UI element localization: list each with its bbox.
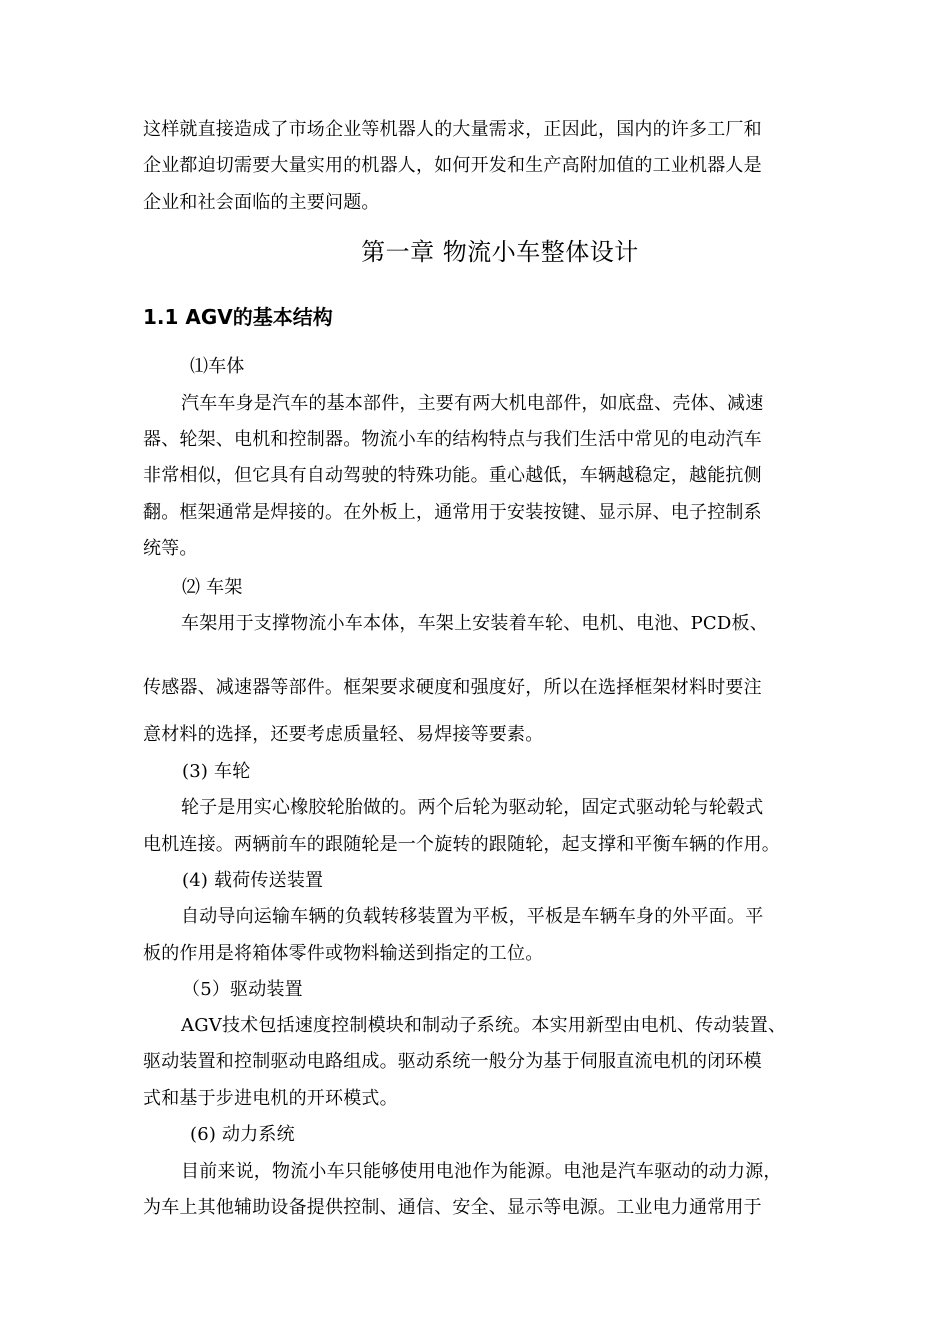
item-label: ⑴车体 xyxy=(190,356,245,377)
paragraph-line: 板的作用是将箱体零件或物料输送到指定的工位。 xyxy=(143,943,544,964)
paragraph-line: 驱动装置和控制驱动电路组成。驱动系统一般分为基于伺服直流电机的闭环模 xyxy=(143,1051,762,1072)
paragraph-line: 轮子是用实心橡胶轮胎做的。两个后轮为驱动轮，固定式驱动轮与轮毂式 xyxy=(181,797,764,818)
paragraph-line: 器、轮架、电机和控制器。物流小车的结构特点与我们生活中常见的电动汽车 xyxy=(143,429,762,450)
paragraph-line: 统等。 xyxy=(143,538,198,559)
intro-line: 这样就直接造成了市场企业等机器人的大量需求，正因此，国内的许多工厂和 xyxy=(143,119,762,140)
paragraph-line: 式和基于步进电机的开环模式。 xyxy=(143,1088,398,1109)
paragraph-line: 目前来说，物流小车只能够使用电池作为能源。电池是汽车驱动的动力源， xyxy=(181,1161,782,1182)
paragraph-line: AGV技术包括速度控制模块和制动子系统。本实用新型由电机、传动装置、 xyxy=(181,1015,787,1036)
item-label: （5）驱动装置 xyxy=(182,979,303,1000)
paragraph-line: 车架用于支撑物流小车本体，车架上安装着车轮、电机、电池、PCD板、 xyxy=(181,613,768,634)
paragraph-line: 非常相似，但它具有自动驾驶的特殊功能。重心越低，车辆越稳定，越能抗侧 xyxy=(143,465,762,486)
intro-line: 企业都迫切需要大量实用的机器人，如何开发和生产高附加值的工业机器人是 xyxy=(143,155,762,176)
paragraph-line: 自动导向运输车辆的负载转移装置为平板，平板是车辆车身的外平面。平 xyxy=(181,906,764,927)
paragraph-line: 为车上其他辅助设备提供控制、通信、安全、显示等电源。工业电力通常用于 xyxy=(143,1197,762,1218)
paragraph-line: 传感器、减速器等部件。框架要求硬度和强度好，所以在选择框架材料时要注 xyxy=(143,677,762,698)
item-label: ⑵ 车架 xyxy=(182,577,243,598)
paragraph-line: 意材料的选择，还要考虑质量轻、易焊接等要素。 xyxy=(143,724,544,745)
section-heading: 1.1 AGV的基本结构 xyxy=(143,305,333,329)
item-label: (4) 载荷传送装置 xyxy=(182,870,324,891)
paragraph-line: 汽车车身是汽车的基本部件，主要有两大机电部件，如底盘、壳体、减速 xyxy=(181,393,764,414)
intro-line: 企业和社会面临的主要问题。 xyxy=(143,192,380,213)
chapter-title: 第一章 物流小车整体设计 xyxy=(361,238,639,266)
item-label: (3) 车轮 xyxy=(182,761,251,782)
paragraph-line: 翻。框架通常是焊接的。在外板上，通常用于安装按键、显示屏、电子控制系 xyxy=(143,502,762,523)
paragraph-line: 电机连接。两辆前车的跟随轮是一个旋转的跟随轮，起支撑和平衡车辆的作用。 xyxy=(143,834,780,855)
item-label: (6) 动力系统 xyxy=(190,1124,295,1145)
